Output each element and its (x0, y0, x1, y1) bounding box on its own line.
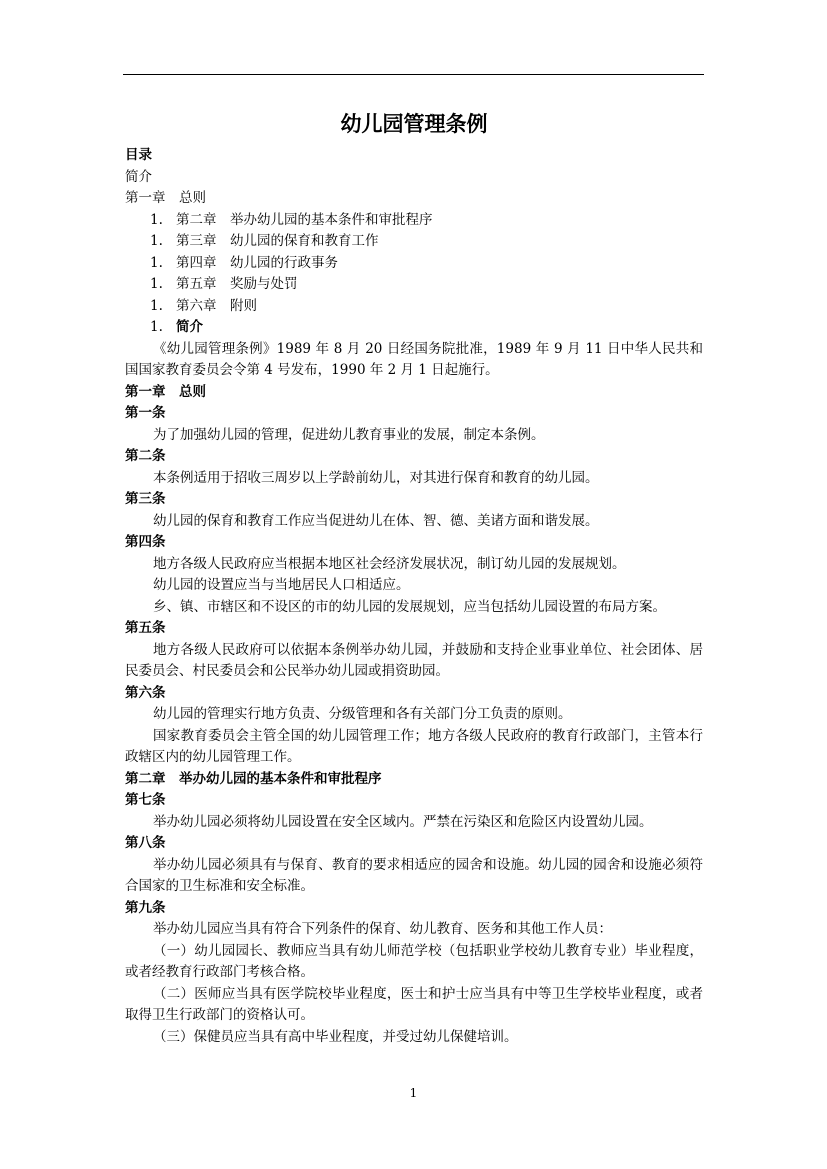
intro-heading-label: 简介 (176, 319, 203, 335)
toc-link-chapter-4[interactable] (125, 253, 703, 275)
article-9-paragraph-2: （一）幼儿园园长、教师应当具有幼儿师范学校（包括职业学校幼儿教育专业）毕业程度，或者经教育行政部门考核合格。 (125, 942, 703, 980)
article-4-paragraph-2: 幼儿园的设置应当与当地居民人口相适应。 (153, 577, 410, 593)
chapter-1-heading: 第一章 总则 (125, 383, 206, 400)
article-8-heading: 第八条 (125, 835, 166, 851)
article-4-paragraph-1: 地方各级人民政府应当根据本地区社会经济发展状况，制订幼儿园的发展规划。 (153, 555, 626, 572)
toc-item-label: 第三章 幼儿园的保育和教育工作 (176, 233, 379, 249)
toc-item-number: 1. (150, 254, 163, 271)
toc-item-label: 第六章 附则 (176, 297, 257, 314)
table-of-contents (125, 145, 703, 339)
article-6-paragraph-2: 国家教育委员会主管全国的幼儿园管理工作；地方各级人民政府的教育行政部门，主管本行政辖区内的幼儿园管理工作。 (125, 727, 703, 765)
intro-heading (125, 317, 703, 339)
article-9-paragraph-4: （三）保健员应当具有高中毕业程度，并受过幼儿保健培训。 (153, 1028, 518, 1045)
toc-item-label: 第二章 举办幼儿园的基本条件和审批程序 (176, 211, 433, 228)
toc-heading: 目录 (125, 147, 152, 163)
article-4-heading: 第四条 (125, 534, 166, 550)
page-number: 1 (409, 1086, 418, 1100)
article-9-heading: 第九条 (125, 899, 166, 916)
toc-item-number: 1. (150, 233, 163, 249)
document-title: 幼儿园管理条例 (340, 111, 488, 136)
article-1-paragraph: 为了加强幼儿园的管理，促进幼儿教育事业的发展，制定本条例。 (153, 426, 545, 443)
toc-link-chapter-1[interactable]: 第一章 总则 (125, 190, 206, 206)
article-3-heading: 第三条 (125, 491, 166, 507)
toc-item-number: 1. (150, 297, 163, 314)
document-body (125, 108, 703, 1048)
toc-item-number: 1. (150, 211, 163, 228)
toc-item-label: 第五章 奖励与处罚 (176, 276, 298, 292)
article-1-heading: 第一条 (125, 405, 166, 421)
toc-item-number: 1. (150, 319, 163, 335)
article-9-paragraph-3: （二）医师应当具有医学院校毕业程度，医士和护士应当具有中等卫生学校毕业程度，或者取得卫生行政部门的资格认可。 (125, 985, 703, 1023)
article-7-paragraph: 举办幼儿园必须将幼儿园设置在安全区域内。严禁在污染区和危险区内设置幼儿园。 (153, 813, 653, 830)
toc-item-number: 1. (150, 276, 163, 292)
toc-link-chapter-3[interactable] (125, 231, 703, 253)
article-5-heading: 第五条 (125, 620, 166, 636)
article-9-paragraph-1: 举办幼儿园应当具有符合下列条件的保育、幼儿教育、医务和其他工作人员： (153, 921, 612, 937)
article-2-heading: 第二条 (125, 448, 166, 464)
article-4-paragraph-3: 乡、镇、市辖区和不设区的市的幼儿园的发展规划，应当包括幼儿园设置的布局方案。 (153, 598, 666, 615)
article-7-heading: 第七条 (125, 792, 166, 808)
toc-link-intro[interactable]: 简介 (125, 168, 152, 185)
toc-link-chapter-6[interactable] (125, 296, 703, 318)
chapter-2-heading: 第二章 举办幼儿园的基本条件和审批程序 (125, 770, 382, 787)
header-rule (123, 74, 704, 75)
article-8-paragraph: 举办幼儿园必须具有与保育、教育的要求相适应的园舍和设施。幼儿园的园舍和设施必须符合国家的卫生标准和安全标准。 (125, 856, 703, 894)
toc-item-label: 第四章 幼儿园的行政事务 (176, 254, 338, 271)
article-6-heading: 第六条 (125, 684, 166, 701)
article-5-paragraph: 地方各级人民政府可以依据本条例举办幼儿园，并鼓励和支持企业事业单位、社会团体、居民委员会、村民委员会和公民举办幼儿园或捐资助园。 (125, 641, 703, 679)
toc-link-chapter-2[interactable] (125, 210, 703, 232)
intro-paragraph: 《幼儿园管理条例》1989 年 8 月 20 日经国务院批准，1989 年 9 月 11 日中华人民共和国国家教育委员会令第 4 号发布，1990 年 2 月 1 日起施行。 (125, 340, 703, 378)
toc-link-chapter-5[interactable] (125, 274, 703, 296)
article-6-paragraph-1: 幼儿园的管理实行地方负责、分级管理和各有关部门分工负责的原则。 (153, 706, 572, 722)
article-3-paragraph: 幼儿园的保育和教育工作应当促进幼儿在体、智、德、美诸方面和谐发展。 (153, 512, 599, 529)
article-2-paragraph: 本条例适用于招收三周岁以上学龄前幼儿，对其进行保育和教育的幼儿园。 (153, 469, 599, 486)
